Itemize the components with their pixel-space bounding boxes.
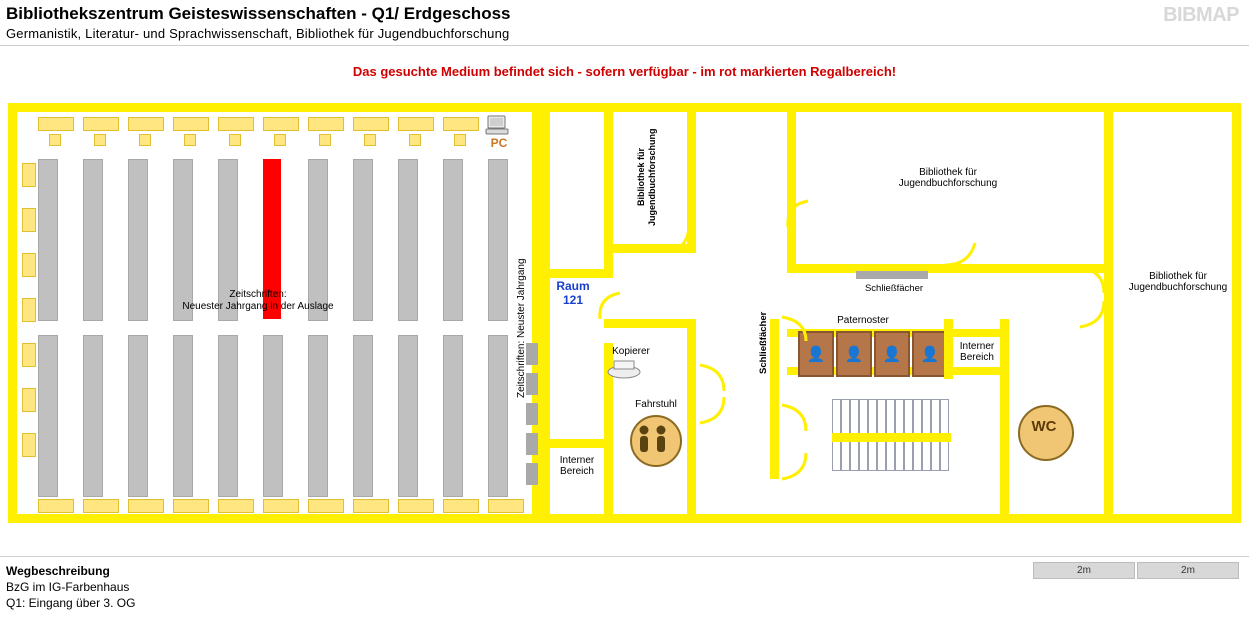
partition [526, 433, 538, 455]
floor-marker [364, 134, 376, 146]
shelf [308, 335, 328, 497]
journals-note-line1: Zeitschriften: [229, 289, 287, 300]
door-arc-icon [1078, 265, 1108, 295]
door-arc-icon [1078, 299, 1108, 329]
door-arc-icon [596, 291, 624, 321]
wall-hall1-right [532, 103, 541, 523]
scale-bar [1033, 562, 1241, 577]
paternoster-cabin [912, 331, 948, 377]
floor-marker [38, 499, 74, 513]
shelf [83, 335, 103, 497]
wall-corridor-mid [687, 319, 696, 523]
floor-marker [398, 117, 434, 131]
door-arc-icon [780, 315, 810, 343]
jugend-right-line2: Jugendbuchforschung [1128, 282, 1228, 293]
floor-marker [22, 343, 36, 367]
floor-marker [319, 134, 331, 146]
page-subtitle: Germanistik, Literatur- und Sprachwissenschaft, Bibliothek für Jugendbuchforschung [6, 26, 510, 41]
shelf [353, 159, 373, 321]
copier-label: Kopierer [612, 346, 650, 357]
shelf [488, 335, 508, 497]
floor-marker [263, 117, 299, 131]
pc-icon [485, 115, 511, 137]
elevator-label: Fahrstuhl [635, 399, 677, 410]
floor-marker [353, 117, 389, 131]
wc-label: WC [1031, 418, 1057, 435]
floor-marker [353, 499, 389, 513]
jugend-right-line1: Bibliothek für [1149, 271, 1207, 282]
shelf [128, 335, 148, 497]
bibmap-logo: BIBMAP [1163, 4, 1239, 26]
floor-marker [22, 433, 36, 457]
partition [526, 463, 538, 485]
rack-group [832, 399, 952, 469]
floor-marker [49, 134, 61, 146]
wall-outer-right [1232, 103, 1241, 523]
lockers-top-label: Schließfächer [864, 283, 924, 294]
door-arc-icon [943, 241, 977, 267]
footer-divider [0, 556, 1249, 557]
door-arc-icon [698, 395, 728, 425]
pc-label: PC [490, 136, 508, 150]
intern-mid-line2: Bereich [960, 352, 994, 363]
door-arc-icon [698, 363, 728, 393]
shelf [38, 159, 58, 321]
paternoster-label: Paternoster [837, 315, 889, 326]
floor-marker [218, 499, 254, 513]
shelf [443, 159, 463, 321]
floor-marker [454, 134, 466, 146]
room-121-label-line1: Raum [556, 279, 590, 293]
floor-marker [218, 117, 254, 131]
door-arc-icon [784, 199, 812, 229]
shelf [128, 159, 148, 321]
floor-marker [488, 499, 524, 513]
person-icon: 👤 [806, 346, 826, 363]
floor-marker [22, 253, 36, 277]
wall-outer-bottom [8, 514, 1241, 523]
intern-left-line2: Bereich [560, 466, 594, 477]
internal-area-left-label [541, 455, 613, 477]
floor-marker [229, 134, 241, 146]
wall-intern-left-top [541, 439, 613, 448]
shelf [488, 159, 508, 321]
floor-marker [184, 134, 196, 146]
page-header [0, 0, 1249, 46]
rack-yellow-band [832, 433, 951, 442]
floor-marker [94, 134, 106, 146]
scale-segment-right: 2m [1137, 562, 1239, 579]
page-title: Bibliothekszentrum Geisteswissenschaften - Q1/ Erdgeschoss [6, 4, 511, 23]
floor-marker [308, 117, 344, 131]
person-icon: 👤 [882, 346, 902, 363]
shelf [218, 335, 238, 497]
jugendbuchforschung-right-label [1118, 271, 1238, 293]
lockers-vertical-label: Schließfächer [758, 311, 769, 375]
jugendbuchforschung-vertical-label: Bibliothek für Jugendbuchforschung [636, 128, 657, 226]
wall-bigtop-left [787, 103, 796, 273]
floor-marker [173, 499, 209, 513]
floor-marker [308, 499, 344, 513]
internal-area-mid-label [949, 341, 1005, 363]
intern-mid-line1: Interner [959, 341, 995, 352]
wall-room121-bottom [541, 269, 613, 278]
journals-note-line2: Neuester Jahrgang in der Auslage [182, 301, 334, 312]
floor-marker [443, 499, 479, 513]
floor-marker [22, 298, 36, 322]
route-line-1: BzG im IG-Farbenhaus [6, 580, 130, 594]
jugendbuchforschung-top-label [838, 167, 1058, 189]
floor-plan [8, 103, 1241, 523]
wall-outer-left [8, 103, 17, 523]
highlight-notice: Das gesuchte Medium befindet sich - sofern verfügbar - im rot markierten Regalbereich! [352, 64, 897, 79]
copier-icon [606, 358, 642, 380]
person-icon: 👤 [920, 346, 940, 363]
floor-marker [22, 163, 36, 187]
floor-marker [173, 117, 209, 131]
floor-marker [274, 134, 286, 146]
shelf [83, 159, 103, 321]
room-121-label-line2: 121 [562, 293, 584, 307]
elevator-icon [630, 415, 682, 467]
floor-marker [128, 117, 164, 131]
intern-left-line1: Interner [559, 455, 595, 466]
floor-marker [409, 134, 421, 146]
header-divider [0, 45, 1249, 46]
floor-marker [443, 117, 479, 131]
jugend-top-line1: Bibliothek für [919, 167, 977, 178]
lockers-bar [856, 271, 928, 279]
floor-marker [83, 117, 119, 131]
shelf [398, 159, 418, 321]
jugend-top-line2: Jugendbuchforschung [898, 178, 998, 189]
journals-vertical-label: Zeitschriften: Neuster Jahrgang [516, 258, 527, 398]
route-heading: Wegbeschreibung [6, 564, 110, 578]
paternoster-cabin [874, 331, 910, 377]
floor-marker [22, 208, 36, 232]
floor-marker [22, 388, 36, 412]
shelf [38, 335, 58, 497]
person-icon: 👤 [844, 346, 864, 363]
door-arc-icon [780, 403, 810, 433]
door-arc-icon [780, 451, 810, 481]
route-description [6, 563, 135, 611]
wall-outer-top [8, 103, 1241, 112]
shelf [173, 335, 193, 497]
shelf [443, 335, 463, 497]
floor-marker [263, 499, 299, 513]
floor-marker [139, 134, 151, 146]
paternoster-cabin [836, 331, 872, 377]
door-arc-icon [663, 225, 693, 253]
shelf [263, 335, 283, 497]
wall-jugend-left [604, 103, 613, 253]
shelf [353, 335, 373, 497]
shelf [398, 335, 418, 497]
floor-marker [398, 499, 434, 513]
floor-marker [38, 117, 74, 131]
route-line-2: Q1: Eingang über 3. OG [6, 596, 136, 610]
floor-marker [128, 499, 164, 513]
scale-segment-left: 2m [1033, 562, 1135, 579]
floor-marker [83, 499, 119, 513]
